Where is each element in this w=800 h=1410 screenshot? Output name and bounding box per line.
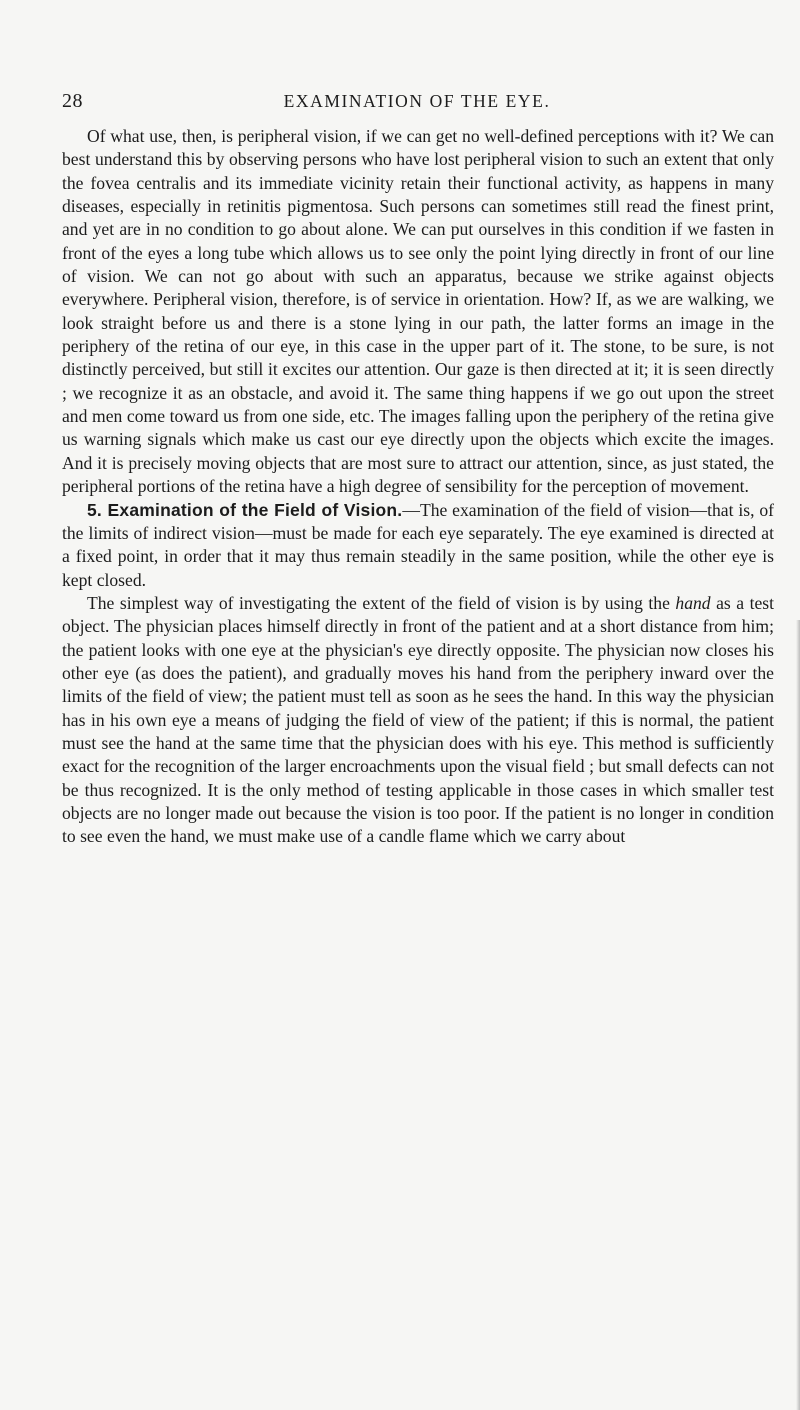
page-number: 28 [62, 90, 83, 112]
page-header [62, 90, 772, 114]
paragraph-hand-test [62, 592, 774, 849]
paragraph-peripheral-vision: Of what use, then, is peripheral vision, if we can get no well-defined perceptions with it? We can best understand this by observing persons who have lost peripheral vision to such an extent that only the fovea centralis and its immediate vicinity retain their functional activity, as happens in many diseases, especially in retinitis pigmentosa. Such persons can sometimes still read the finest print, and yet are in no condition to go about alone. We can put ourselves in this condition if we fasten in front of the eyes a long tube which allows us to see only the point lying directly in front of our line of vision. We can not go about with such an apparatus, because we strike against objects everywhere. Peripheral vision, therefore, is of service in orientation. How? If, as we are walking, we look straight before us and there is a stone lying in our path, the latter forms an image in the periphery of the retina of our eye, in this case in the upper part of it. The stone, to be sure, is not distinctly perceived, but still it excites our attention. Our gaze is then directed at it; it is seen directly ; we recognize it as an obstacle, and avoid it. The same thing happens if we go out upon the street and men come toward us from one side, etc. The images falling upon the periphery of the retina give us warning signals which make us cast our eye directly upon the objects which excite the images. And it is precisely moving objects that are most sure to attract our attention, since, as just stated, the peripheral portions of the retina have a high degree of sensibility for the perception of movement. [62, 126, 774, 497]
hand-test-text-start: The simplest way of investigating the extent of the field of vision is by using the [87, 592, 676, 613]
hand-emphasis: hand [675, 592, 711, 613]
paragraph-field-of-vision [62, 499, 774, 592]
body-text [62, 125, 774, 849]
section-heading: 5. Examination of the Field of Vision. [87, 499, 403, 520]
hand-test-text-rest: as a test object. The physician places himself directly in front of the patient and at a short distance from him; the patient looks with one eye at the physician's eye directly opposite. The physician now closes his other eye (as does the patient), and gradually moves his hand from the periphery inward over the limits of the field of view; the patient must tell as soon as he sees the hand. In this way the physician has in his own eye a means of judging the field of view of the patient; if this is normal, the patient must see the hand at the same time that the physician does with his eye. This method is sufficiently exact for the recognition of the larger encroachments upon the visual field ; but small defects can not be thus recognized. It is the only method of testing applicable in those cases in which smaller test objects are no longer made out because the vision is too poor. If the patient is no longer in condition to see even the hand, we must make use of a candle flame which we carry about [62, 592, 774, 847]
section-intro-text: —The examination of the field of vision—that is, of the limits of indirect vision—must be made for each eye separately. The eye examined is directed at a fixed point, in order that it may thus remain steadily in the same position, while the other eye is kept closed. [62, 499, 774, 590]
running-head: EXAMINATION OF THE EYE. [283, 91, 551, 111]
page-edge-shadow [796, 620, 800, 1410]
